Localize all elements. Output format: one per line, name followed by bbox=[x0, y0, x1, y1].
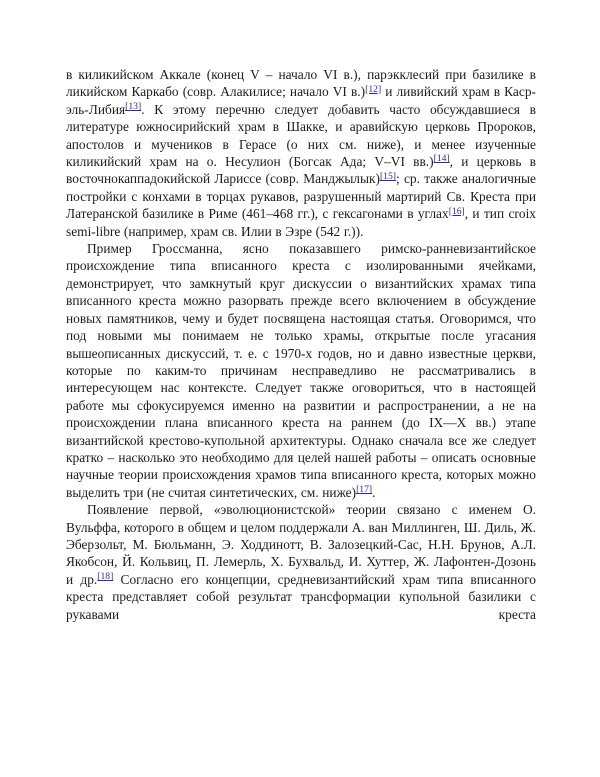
text-segment: ; ср. также аналогичные постройки с конхами в торцах рукавов, разрушенный мартирий Св. Креста при Латеранской базилике в Риме (461–468 гг.), с гексагонами в углах bbox=[66, 171, 536, 222]
paragraph-1 bbox=[66, 66, 536, 240]
footnote-ref-18[interactable]: [18] bbox=[97, 571, 114, 583]
text-segment: . bbox=[372, 484, 376, 500]
text-segment: Согласно его концепции, средневизантийский храм типа вписанного креста представляет собой результат трансформации купольной базилики с рукавами креста bbox=[66, 571, 536, 622]
text-segment: Пример Гроссманна, ясно показавшего римско-ранневизантийское происхождение типа вписанного креста с изолированными ячейками, демонстрирует, что замкнутый круг дискуссии о византийских храмах типа вписанного креста можно разорвать прежде всего включением в обсуждение новых памятников, чему и будет посвящена настоящая статья. Оговоримся, что под новыми мы понимаем не только храмы, открытые после угасания вышеописанных дискуссий, т. е. с 1970-х годов, но и давно известные церкви, которые по каким-то причинам несправедливо не рассматривались в интересующем нас контексте. Следует также оговориться, что в настоящей работе мы сфокусируемся именно на развитии и распространении, а не на происхождении плана вписанного креста на раннем (до IX—X вв.) этапе византийской крестово-купольной архитектуры. Однако сначала все же следует кратко – насколько это необходимо для целей нашей работы – описать основные научные теории происхождения храмов типа вписанного креста, которых можно выделить три (не считая синтетических, см. ниже) bbox=[66, 241, 536, 500]
footnote-ref-14[interactable]: [14] bbox=[433, 153, 450, 165]
text-segment: , и церковь в восточнокаппадокийской Лариссе (совр. Манджылык) bbox=[66, 154, 536, 187]
paragraph-2 bbox=[66, 240, 536, 501]
footnote-ref-15[interactable]: [15] bbox=[379, 170, 397, 182]
text-block bbox=[66, 66, 536, 623]
text-segment: в киликийском Аккале (конец V – начало VI в.), парэкклесий при базилике в ликийском Каркабо (совр. Алакилисе; начало VI в.) bbox=[66, 67, 536, 100]
footnote-ref-12[interactable]: [12] bbox=[365, 83, 382, 95]
paragraph-3 bbox=[66, 501, 536, 623]
text-segment: , и тип croix semi-libre (например, храм св. Илии в Эзре (542 г.)). bbox=[66, 206, 536, 239]
footnote-ref-13[interactable]: [13] bbox=[125, 101, 142, 113]
footnote-ref-17[interactable]: [17] bbox=[356, 484, 373, 496]
text-segment: и ливийский храм в Каср-эль-Либия bbox=[66, 84, 536, 117]
text-segment: . К этому перечню следует добавить часто обсуждавшиеся в литературе южносирийский храм в Шакке, и аравийскую церковь Пророков, апостолов и мучеников в Герасе (о них см. ниже), и менее изученные киликийский храм на о. Несулион (Богсак Ада; V–VI вв.) bbox=[66, 101, 536, 170]
text-segment: Появление первой, «эволюционистской» теории связано с именем О. Вульффа, которого в общем и целом поддержали А. ван Миллинген, Ш. Диль, Ж. Эберзольт, М. Бюльманн, Э. Ходдинотт, В. Залозецкий-Сас, Н.Н. Брунов, А.Л. Якобсон, Й. Кольвиц, П. Лемерль, Х. Бухвальд, И. Хуттер, Ж. Лафонтен-Дозонь и др. bbox=[66, 502, 536, 587]
footnote-ref-16[interactable]: [16] bbox=[448, 205, 465, 217]
